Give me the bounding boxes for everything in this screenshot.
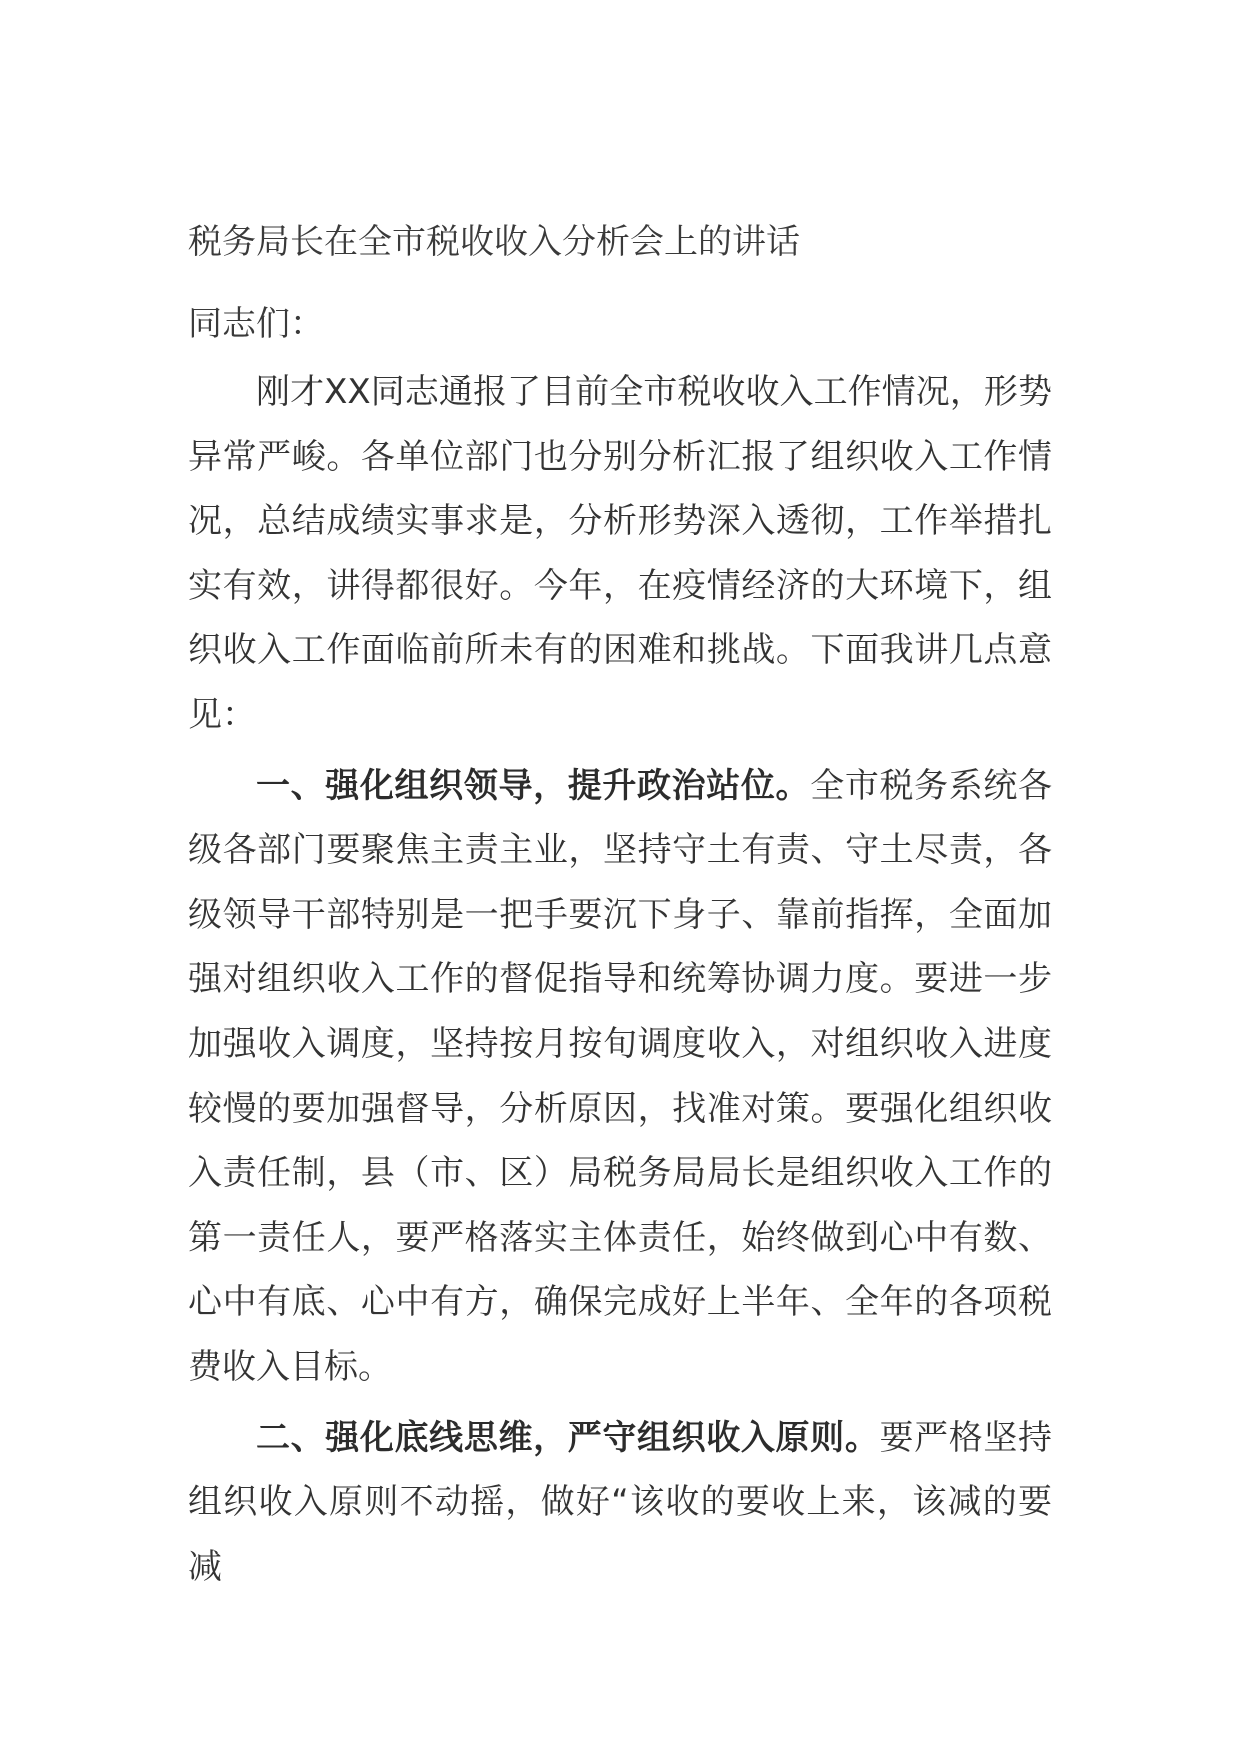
- section-1-heading: 一、强化组织领导，提升政治站位。: [256, 765, 811, 806]
- salutation: 同志们：: [188, 304, 324, 344]
- section-1-paragraph: [188, 754, 1052, 1400]
- section-2-body: 要严格坚持组织收入原则不动摇，做好“该收的要收上来，该减的要减: [188, 1417, 1052, 1587]
- document-title: 税务局长在全市税收收入分析会上的讲话: [188, 222, 800, 262]
- document-page: [188, 220, 1052, 1680]
- section-1-body: 全市税务系统各级各部门要聚焦主责主业，坚持守土有责、守土尽责，各级领导干部特别是一把手要沉下身子、靠前指挥，全面加强对组织收入工作的督促指导和统筹协调力度。要进一步加强收入调度，坚持按月按旬调度收入，对组织收入进度较慢的要加强督导，分析原因，找准对策。要强化组织收入责任制，县（市、区）局税务局局长是组织收入工作的第一责任人，要严格落实主体责任，始终做到心中有数、心中有底、心中有方，确保完成好上半年、全年的各项税费收入目标。: [188, 765, 1052, 1387]
- section-2-paragraph: [188, 1406, 1052, 1600]
- section-2-heading: 二、强化底线思维，严守组织收入原则。: [256, 1417, 880, 1458]
- intro-paragraph: 刚才XX同志通报了目前全市税收收入工作情况，形势异常严峻。各单位部门也分别分析汇报了组织收入工作情况，总结成绩实事求是，分析形势深入透彻，工作举措扎实有效，讲得都很好。今年，在疫情经济的大环境下，组织收入工作面临前所未有的困难和挑战。下面我讲几点意见：: [188, 372, 1052, 735]
